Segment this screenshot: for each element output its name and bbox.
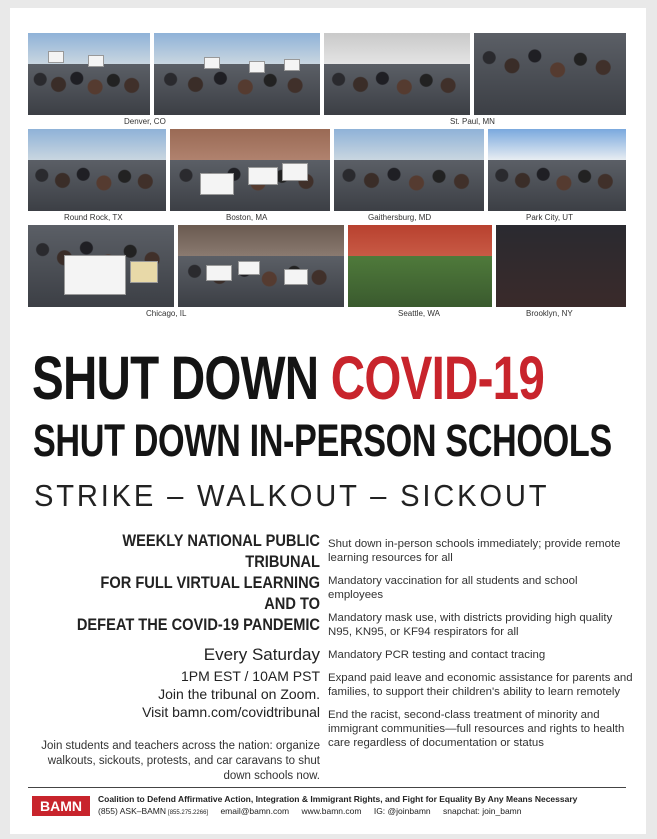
instagram: IG: @joinbamn [373, 806, 431, 816]
caption-brooklyn: Brooklyn, NY [526, 309, 573, 318]
organize-note: Join students and teachers across the nation: organize walkouts, sickouts, protests, and car caravans to shut down schools now. [41, 740, 320, 782]
photo-denver-2 [154, 33, 320, 115]
photo-stpaul-2 [474, 33, 626, 115]
headline-actions: STRIKE – WALKOUT – SICKOUT [34, 478, 550, 513]
photo-boston [170, 129, 330, 211]
photo-row-2 [28, 129, 626, 225]
bamn-logo: BAMN [32, 796, 90, 816]
photo-parkcity [488, 129, 626, 211]
demand-item: Shut down in-person schools immediately; provide remote learning resources for all [328, 538, 621, 564]
photo-row-3 [28, 225, 626, 321]
photo-gaithersburg [334, 129, 484, 211]
caption-gaithersburg: Gaithersburg, MD [368, 213, 432, 222]
zoom-note: Join the tribunal on Zoom. [158, 686, 320, 702]
caption-parkcity: Park City, UT [526, 213, 573, 222]
demand-item: End the racist, second-class treatment of minority and immigrant communities—full resources and rights to health care regardless of documentation or status [328, 709, 625, 749]
caption-stpaul: St. Paul, MN [450, 117, 495, 126]
photo-brooklyn [496, 225, 626, 307]
contact-line [98, 806, 531, 816]
tribunal-time: 1PM EST / 10AM PST [180, 668, 320, 684]
photo-chicago [28, 225, 174, 307]
tribunal-line-2: FOR FULL VIRTUAL LEARNING AND TO [100, 573, 320, 613]
tribunal-info [30, 530, 320, 784]
headline-main [32, 344, 545, 412]
photo-row-1 [28, 33, 626, 129]
demand-item: Mandatory vaccination for all students and school employees [328, 575, 578, 601]
caption-boston: Boston, MA [226, 213, 268, 222]
caption-denver: Denver, CO [124, 117, 166, 126]
tribunal-day: Every Saturday [203, 645, 320, 664]
headline-part1: SHUT DOWN [32, 344, 331, 412]
headline-covid: COVID-19 [330, 344, 545, 412]
photo-grid [28, 33, 626, 321]
phone: (855) ASK–BAMN [98, 806, 167, 816]
tribunal-line-3: DEFEAT THE COVID-19 PANDEMIC [76, 615, 321, 634]
photo-chicago-2 [178, 225, 344, 307]
tribunal-link: Visit bamn.com/covidtribunal [142, 704, 320, 720]
caption-chicago: Chicago, IL [146, 309, 187, 318]
flyer-page [10, 8, 646, 834]
snapchat: snapchat: join_bamn [443, 806, 522, 816]
tribunal-line-1: WEEKLY NATIONAL PUBLIC TRIBUNAL [122, 531, 320, 571]
phone-number: [855.275.2266] [168, 810, 209, 816]
tribunal-title [71, 530, 320, 635]
demand-item: Mandatory PCR testing and contact tracing [328, 649, 546, 661]
photo-seattle [348, 225, 492, 307]
caption-seattle: Seattle, WA [398, 309, 440, 318]
email: email@bamn.com [220, 806, 290, 816]
footer-divider [28, 787, 626, 788]
org-name: Coalition to Defend Affirmative Action, Integration & Immigrant Rights, and Fight for Equality By Any Means Necessary [98, 794, 578, 804]
caption-roundrock: Round Rock, TX [64, 213, 123, 222]
photo-roundrock [28, 129, 166, 211]
photo-stpaul-1 [324, 33, 470, 115]
demand-item: Mandatory mask use, with districts providing high quality N95, KN95, or KF94 respirators for all [328, 612, 613, 638]
headline-schools: SHUT DOWN IN-PERSON SCHOOLS [33, 415, 612, 466]
website: www.bamn.com [301, 806, 362, 816]
demand-item: Expand paid leave and economic assistance for parents and families, to support their children's ability to learn remotely [328, 672, 633, 698]
demands-list [328, 537, 634, 759]
photo-denver [28, 33, 150, 115]
